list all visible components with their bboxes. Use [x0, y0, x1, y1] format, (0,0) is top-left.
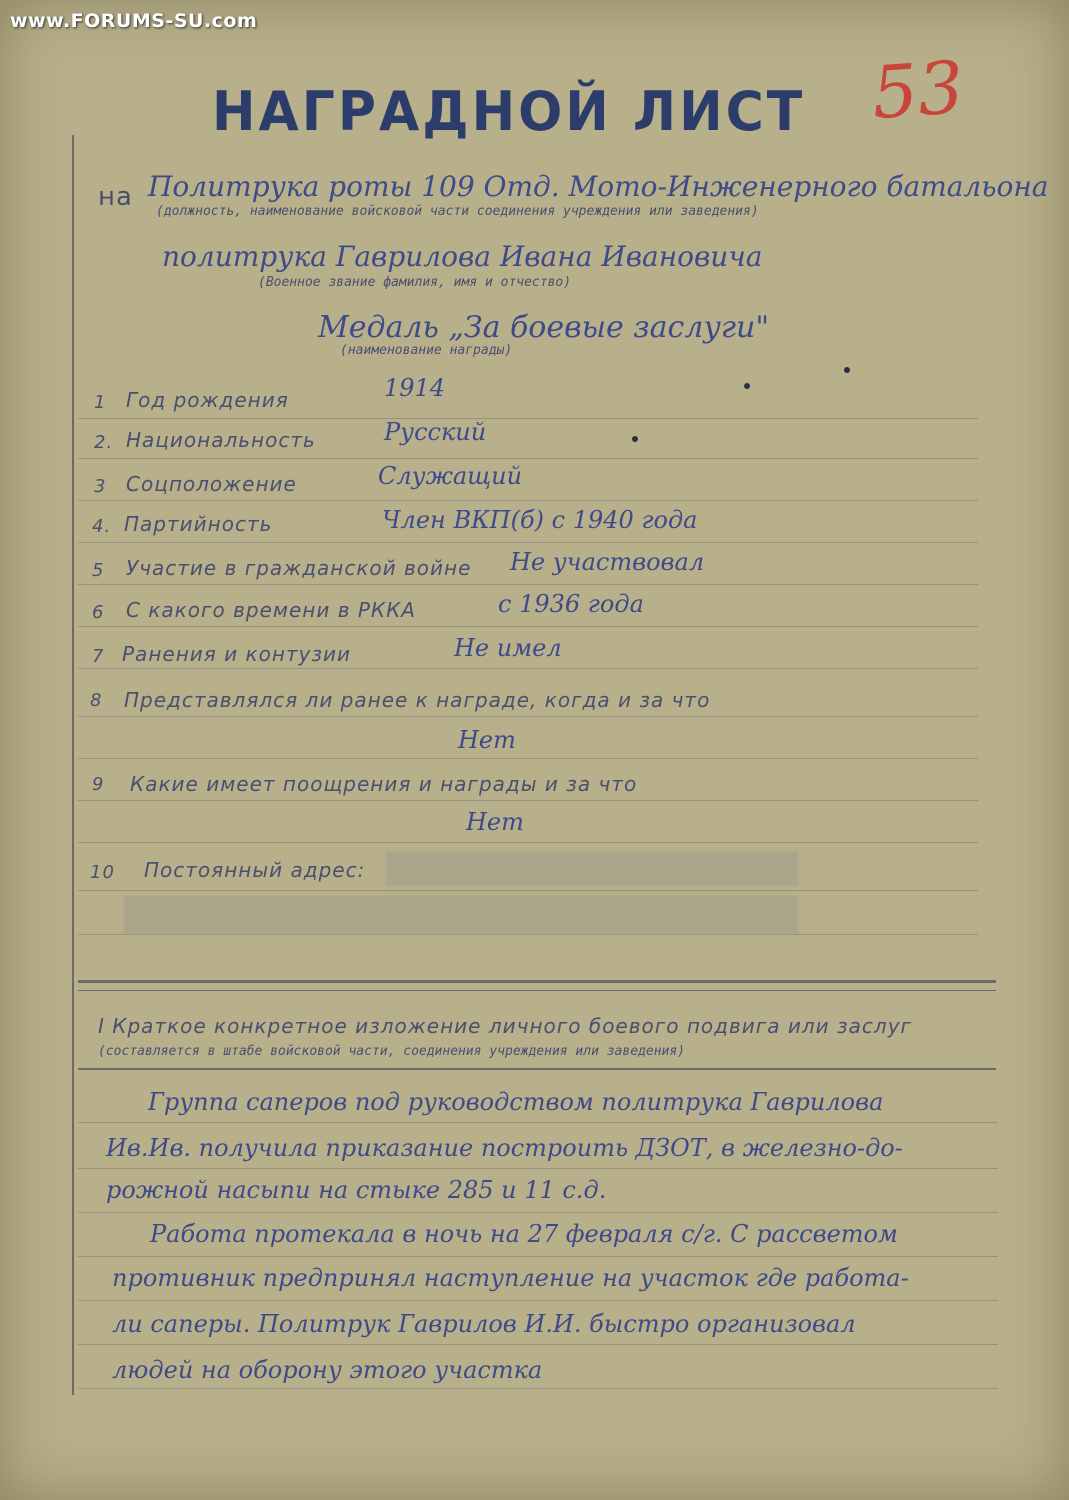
ink-dot	[844, 367, 850, 373]
field-label-civil-war: Участие в гражданской войне	[126, 556, 472, 580]
field-number: 3	[94, 476, 107, 497]
field-number: 5	[92, 560, 105, 581]
field-value-civil-war: Не участвовал	[510, 548, 705, 576]
field-label-rkka-since: С какого времени в РККА	[126, 598, 416, 622]
field-label-party: Партийность	[124, 512, 273, 536]
ruled-line	[78, 1300, 998, 1301]
field-value-nationality: Русский	[384, 418, 487, 446]
redacted-address-area	[386, 852, 798, 886]
body-line: Ив.Ив. получила приказание построить ДЗОТ, в железно-до-	[106, 1134, 903, 1162]
ruled-line	[78, 1122, 998, 1123]
section-separator	[78, 990, 996, 991]
field-value-rkka-since: с 1936 года	[498, 590, 644, 618]
name-value: политрука Гаврилова Ивана Ивановича	[162, 240, 763, 273]
field-label-birth-year: Год рождения	[126, 388, 289, 412]
field-number: 7	[92, 646, 105, 667]
field-number: 6	[92, 602, 105, 623]
ruled-line	[78, 758, 978, 759]
ruled-line	[78, 418, 978, 419]
section-rule	[78, 1068, 996, 1070]
ruled-line	[78, 584, 978, 585]
ruled-line	[78, 890, 978, 891]
field-label-nationality: Национальность	[126, 428, 316, 452]
body-line: рожной насыпи на стыке 285 и 11 с.д.	[106, 1176, 607, 1204]
ruled-line	[78, 934, 978, 935]
section-caption: (составляется в штабе войсковой части, соединения учреждения или заведения)	[98, 1044, 685, 1059]
field-number: 2.	[94, 432, 114, 453]
field-label-commendations: Какие имеет поощрения и награды и за что	[130, 772, 638, 796]
ruled-line	[78, 800, 978, 801]
ruled-line	[78, 1388, 998, 1389]
field-value-party: Член ВКП(б) с 1940 года	[382, 506, 698, 534]
field-number: 9	[92, 774, 105, 795]
body-line: Группа саперов под руководством политрука Гаврилова	[148, 1088, 884, 1116]
section-separator	[78, 980, 996, 983]
ruled-line	[78, 842, 978, 843]
ruled-line	[78, 1344, 998, 1345]
body-line: людей на оборону этого участка	[112, 1356, 543, 1384]
field-number: 10	[90, 862, 115, 883]
award-value: Медаль „За боевые заслуги"	[318, 310, 770, 345]
document-title: НАГРАДНОЙ ЛИСТ	[212, 80, 806, 144]
position-caption: (должность, наименование войсковой части соединения учреждения или заведения)	[156, 204, 759, 219]
section-heading: I Краткое конкретное изложение личного боевого подвига или заслуг	[98, 1014, 913, 1038]
field-value-wounds: Не имел	[454, 634, 562, 662]
margin-line	[72, 135, 74, 1395]
award-caption: (наименование награды)	[340, 343, 513, 358]
ruled-line	[78, 716, 978, 717]
field-label-wounds: Ранения и контузии	[122, 642, 352, 666]
field-value-birth-year: 1914	[384, 374, 446, 402]
field-number: 8	[90, 690, 103, 711]
field-number: 1	[94, 392, 107, 413]
body-line: Работа протекала в ночь на 27 февраля с/г. С рассветом	[150, 1220, 898, 1248]
field-number: 4.	[92, 516, 112, 537]
body-line: ли саперы. Политрук Гаврилов И.И. быстро организовал	[112, 1310, 856, 1338]
ruled-line	[78, 668, 978, 669]
ruled-line	[78, 626, 978, 627]
field-label-address: Постоянный адрес:	[144, 858, 366, 882]
ruled-line	[78, 1256, 998, 1257]
ruled-line	[78, 500, 978, 501]
field-value-commendations: Нет	[466, 808, 524, 836]
redacted-address-area	[124, 896, 798, 934]
name-caption: (Военное звание фамилия, имя и отчество)	[258, 275, 572, 290]
field-value-social-status: Служащий	[378, 462, 523, 490]
field-value-prior-award: Нет	[458, 726, 516, 754]
ink-dot	[632, 436, 638, 442]
body-line: противник предпринял наступление на участок где работа-	[112, 1264, 909, 1292]
field-label-prior-award: Представлялся ли ранее к награде, когда и за что	[124, 688, 711, 712]
ruled-line	[78, 1212, 998, 1213]
ruled-line	[78, 542, 978, 543]
ruled-line	[78, 458, 978, 459]
sheet-number: 53	[869, 44, 967, 136]
ruled-line	[78, 1168, 998, 1169]
header-na: на	[98, 182, 133, 212]
position-value: Политрука роты 109 Отд. Мото-Инженерного батальона	[148, 170, 1049, 203]
ink-dot	[744, 383, 750, 389]
watermark: www.FORUMS-SU.com	[10, 10, 258, 32]
field-label-social-status: Соцположение	[126, 472, 297, 496]
